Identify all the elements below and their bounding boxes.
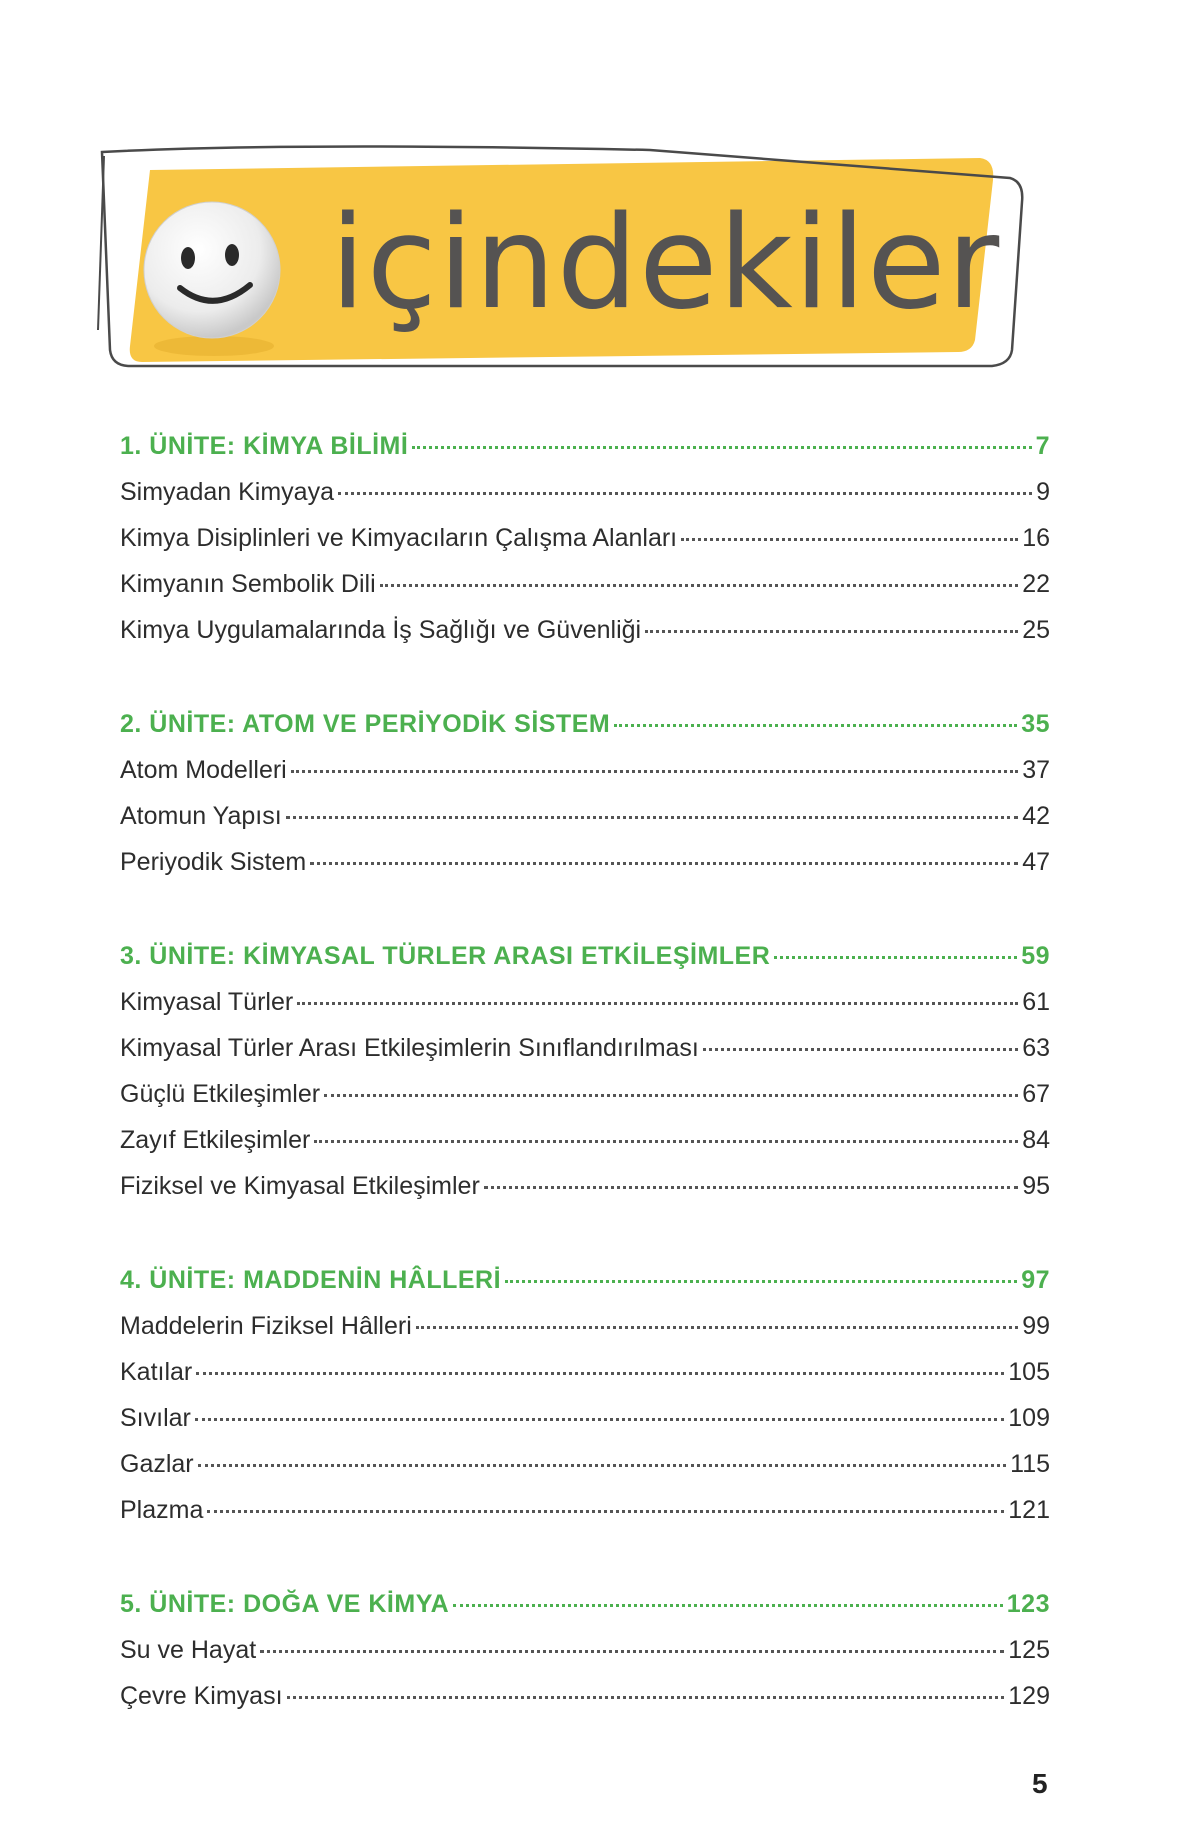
unit-heading-page: 97	[1021, 1266, 1050, 1294]
dot-leader	[412, 446, 1031, 449]
unit-heading-title: 5. ÜNİTE: DOĞA VE KİMYA	[120, 1590, 450, 1618]
unit-heading	[120, 1590, 1050, 1636]
toc-entry-page: 99	[1022, 1312, 1050, 1340]
toc-entry-page: 25	[1022, 616, 1050, 644]
dot-leader	[260, 1650, 1004, 1653]
toc-entry-page: 129	[1008, 1682, 1050, 1710]
toc-entry-page: 105	[1008, 1358, 1050, 1386]
toc-entry-page: 63	[1022, 1034, 1050, 1062]
toc-entry	[120, 848, 1050, 894]
toc-entry-page: 125	[1008, 1636, 1050, 1664]
toc-entry-page: 95	[1022, 1172, 1050, 1200]
toc-entry	[120, 616, 1050, 662]
toc-entry	[120, 802, 1050, 848]
toc-entry	[120, 1172, 1050, 1218]
toc-entry-page: 115	[1010, 1450, 1050, 1478]
dot-leader	[310, 862, 1018, 865]
unit-heading	[120, 432, 1050, 478]
dot-leader	[324, 1094, 1018, 1097]
toc-entry	[120, 1358, 1050, 1404]
toc-entry-title: Kimyasal Türler	[120, 988, 294, 1016]
toc-entry-page: 9	[1036, 478, 1050, 506]
dot-leader	[774, 956, 1017, 959]
toc-entry-title: Kimyanın Sembolik Dili	[120, 570, 376, 598]
toc-entry-title: Maddelerin Fiziksel Hâlleri	[120, 1312, 412, 1340]
toc-entry	[120, 756, 1050, 802]
toc-entry-title: Sıvılar	[120, 1404, 191, 1432]
toc-entry-title: Çevre Kimyası	[120, 1682, 283, 1710]
toc-entry	[120, 524, 1050, 570]
dot-leader	[314, 1140, 1018, 1143]
unit-heading-page: 35	[1021, 710, 1050, 738]
unit-heading-page: 7	[1035, 432, 1050, 460]
toc-unit	[120, 710, 1050, 894]
dot-leader	[287, 1696, 1005, 1699]
toc-entry-title: Plazma	[120, 1496, 204, 1524]
unit-heading	[120, 1266, 1050, 1312]
toc-entry	[120, 1312, 1050, 1358]
table-of-contents	[120, 432, 1050, 1776]
toc-entry-title: Atomun Yapısı	[120, 802, 282, 830]
toc-entry-page: 42	[1022, 802, 1050, 830]
dot-leader	[380, 584, 1019, 587]
dot-leader	[338, 492, 1032, 495]
toc-entry-title: Kimya Disiplinleri ve Kimyacıların Çalışma Alanları	[120, 524, 678, 552]
dot-leader	[505, 1280, 1017, 1283]
unit-heading-page: 59	[1021, 942, 1050, 970]
toc-entry-page: 84	[1022, 1126, 1050, 1154]
toc-entry	[120, 478, 1050, 524]
dot-leader	[453, 1604, 1003, 1607]
dot-leader	[286, 816, 1019, 819]
toc-entry-page: 16	[1022, 524, 1050, 552]
toc-entry-title: Katılar	[120, 1358, 193, 1386]
toc-entry	[120, 1682, 1050, 1728]
toc-entry-page: 67	[1022, 1080, 1050, 1108]
toc-unit	[120, 432, 1050, 662]
toc-entry-page: 121	[1008, 1496, 1050, 1524]
toc-entry	[120, 1450, 1050, 1496]
toc-entry	[120, 1404, 1050, 1450]
toc-entry-page: 47	[1022, 848, 1050, 876]
header-banner	[90, 140, 1030, 390]
dot-leader	[645, 630, 1018, 633]
page-number: 5	[1032, 1768, 1048, 1799]
dot-leader	[196, 1372, 1004, 1375]
toc-entry-page: 61	[1022, 988, 1050, 1016]
toc-entry-title: Güçlü Etkileşimler	[120, 1080, 321, 1108]
unit-heading-title: 3. ÜNİTE: KİMYASAL TÜRLER ARASI ETKİLEŞİMLER	[120, 942, 771, 970]
toc-entry	[120, 1636, 1050, 1682]
dot-leader	[291, 770, 1018, 773]
toc-entry	[120, 988, 1050, 1034]
unit-heading	[120, 710, 1050, 756]
toc-entry	[120, 1496, 1050, 1542]
dot-leader	[484, 1186, 1018, 1189]
toc-entry-title: Simyadan Kimyaya	[120, 478, 334, 506]
dot-leader	[297, 1002, 1018, 1005]
toc-entry	[120, 1126, 1050, 1172]
dot-leader	[416, 1326, 1018, 1329]
page-title: içindekiler	[330, 189, 1001, 338]
toc-entry-title: Zayıf Etkileşimler	[120, 1126, 311, 1154]
dot-leader	[198, 1464, 1007, 1467]
unit-heading-page: 123	[1006, 1590, 1050, 1618]
unit-heading-title: 1. ÜNİTE: KİMYA BİLİMİ	[120, 432, 409, 460]
toc-entry-title: Periyodik Sistem	[120, 848, 307, 876]
unit-heading-title: 4. ÜNİTE: MADDENİN HÂLLERİ	[120, 1266, 502, 1294]
toc-unit	[120, 942, 1050, 1218]
unit-heading	[120, 942, 1050, 988]
toc-entry-page: 37	[1022, 756, 1050, 784]
toc-entry-title: Atom Modelleri	[120, 756, 287, 784]
toc-entry	[120, 570, 1050, 616]
toc-entry	[120, 1034, 1050, 1080]
toc-unit	[120, 1266, 1050, 1542]
dot-leader	[681, 538, 1018, 541]
toc-entry-title: Kimya Uygulamalarında İş Sağlığı ve Güvenliği	[120, 616, 642, 644]
toc-unit	[120, 1590, 1050, 1728]
toc-entry-title: Kimyasal Türler Arası Etkileşimlerin Sınıflandırılması	[120, 1034, 699, 1062]
toc-entry-page: 22	[1022, 570, 1050, 598]
toc-entry-title: Fiziksel ve Kimyasal Etkileşimler	[120, 1172, 480, 1200]
dot-leader	[703, 1048, 1018, 1051]
unit-heading-title: 2. ÜNİTE: ATOM VE PERİYODİK SİSTEM	[120, 710, 611, 738]
toc-entry	[120, 1080, 1050, 1126]
toc-entry-title: Su ve Hayat	[120, 1636, 257, 1664]
dot-leader	[614, 724, 1017, 727]
dot-leader	[207, 1510, 1004, 1513]
dot-leader	[195, 1418, 1004, 1421]
toc-entry-page: 109	[1008, 1404, 1050, 1432]
toc-entry-title: Gazlar	[120, 1450, 194, 1478]
